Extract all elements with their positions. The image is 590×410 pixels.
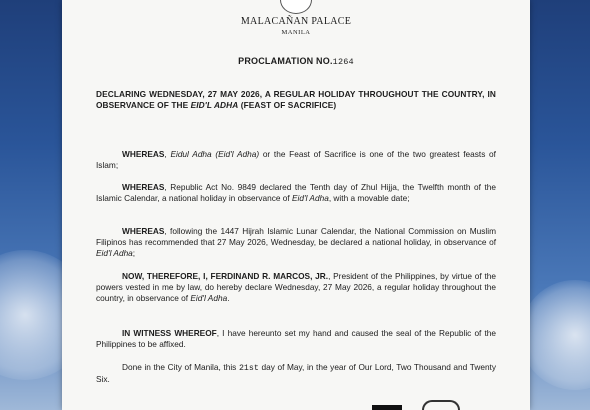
witness-paragraph: IN WITNESS WHEREOF, I have hereunto set my hand and caused the seal of the Republic of the Philippines to be affixed. (96, 328, 497, 349)
therefore-paragraph: NOW, THEREFORE, I, FERDINAND R. MARCOS, JR., President of the Philippines, by virtue of the powers vested in me by law, do hereby declare Wednesday, 27 May 2026, a regular holiday throughout the country, in observance of Eid'l Adha. (96, 271, 496, 303)
signature-mark (372, 405, 402, 410)
whereas-paragraph-1: WHEREAS, Eidul Adha (Eid'l Adha) or the Feast of Sacrifice is one of the two greatest feasts of Islam; (96, 149, 496, 170)
city-heading: MANILA (281, 29, 311, 36)
proclamation-document (62, 0, 530, 410)
proclamation-number (62, 56, 530, 67)
presidential-seal-icon (280, 0, 312, 14)
whereas-paragraph-2: WHEREAS, Republic Act No. 9849 declared the Tenth day of Zhul Hijja, the Twelfth month of the Islamic Calendar, a national holiday in observance of Eid'l Adha, with a movable date; (96, 182, 496, 203)
whereas-paragraph-3: WHEREAS, following the 1447 Hijrah Islamic Lunar Calendar, the National Commission on Muslim Filipinos has recommended that 27 May 2026, Wednesday, be declared a national holiday, in observance of Eid'l Adha; (96, 226, 496, 258)
proclamation-number-value: 1264 (332, 57, 354, 67)
office-heading: MALACAÑAN PALACE (240, 16, 352, 27)
done-paragraph: Done in the City of Manila, this 21st day of May, in the year of Our Lord, Two Thousand and Twenty Six. (96, 362, 497, 384)
dry-seal-mark (422, 400, 460, 410)
proclamation-title: DECLARING WEDNESDAY, 27 MAY 2026, A REGULAR HOLIDAY THROUGHOUT THE COUNTRY, IN OBSERVANCE OF THE EID'L ADHA (FEAST OF SACRIFICE) (96, 89, 496, 110)
day-filled-in: 21st (238, 364, 259, 373)
proclamation-label: PROCLAMATION NO. (238, 56, 333, 66)
cloud-right (520, 280, 590, 390)
